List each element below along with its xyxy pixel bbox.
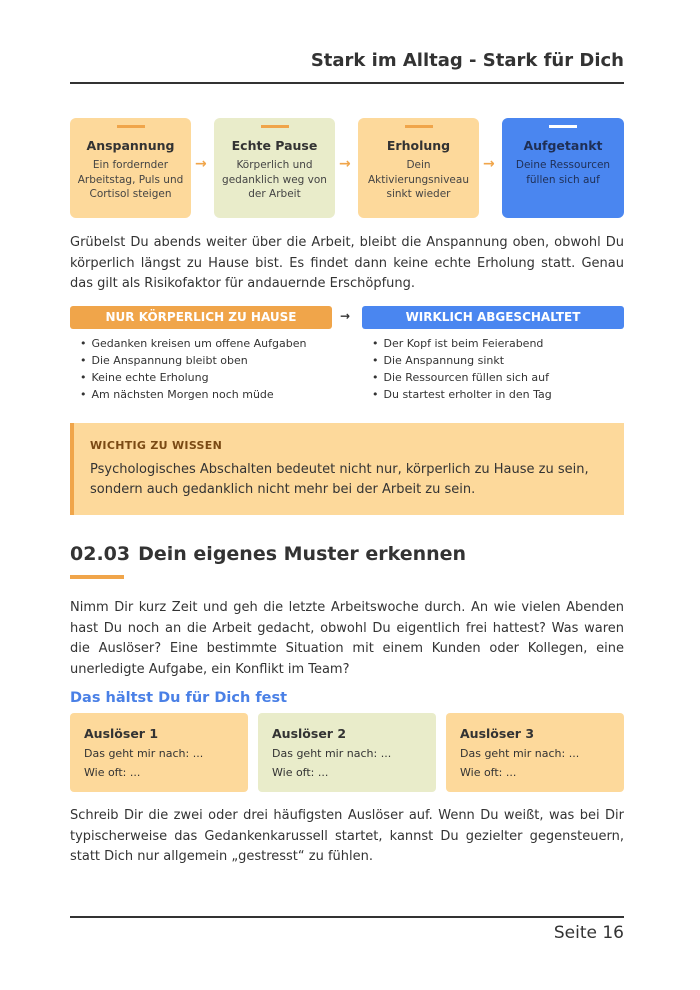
trigger-line: Das geht mir nach: ... xyxy=(272,747,392,760)
comparison-right-label: WIRKLICH ABGESCHALTET xyxy=(362,306,624,329)
list-item: • Die Anspannung bleibt oben xyxy=(80,352,306,369)
section-title: Dein eigenes Muster erkennen xyxy=(138,543,467,565)
list-item: • Gedanken kreisen um offene Aufgaben xyxy=(80,335,306,352)
trigger-card-2 xyxy=(258,713,436,792)
callout-title: WICHTIG ZU WISSEN xyxy=(90,439,223,452)
footer-rule xyxy=(70,916,624,918)
section-number: 02.03 xyxy=(70,543,131,565)
section-underline xyxy=(70,575,124,579)
comparison-left-list xyxy=(80,335,306,403)
flow-arrow: → xyxy=(195,156,207,172)
flow-step-desc: Ein fordernder Arbeitstag, Puls und Cortisol steigen xyxy=(77,159,184,200)
trigger-title: Auslöser 3 xyxy=(460,726,535,741)
header-rule xyxy=(70,82,624,84)
list-item: • Am nächsten Morgen noch müde xyxy=(80,386,306,403)
page-number: Seite 16 xyxy=(553,923,624,943)
process-flow xyxy=(70,118,624,218)
comparison-right-list xyxy=(372,335,552,403)
flow-step-title: Echte Pause xyxy=(231,138,318,153)
flow-step-erholung xyxy=(358,118,479,218)
comparison-left-label: NUR KÖRPERLICH ZU HAUSE xyxy=(70,306,332,329)
intro-paragraph: Grübelst Du abends weiter über die Arbeit, bleibt die Anspannung oben, obwohl Du körperlich längst zu Hause bist. Es findet dann keine echte Erholung statt. Genau das gilt als Risikofaktor für andauernde Erschöpfung. xyxy=(70,235,624,291)
flow-step-echte-pause xyxy=(214,118,335,218)
list-item: • Die Anspannung sinkt xyxy=(372,352,552,369)
callout-body: Psychologisches Abschalten bedeutet nicht nur, körperlich zu Hause zu sein, sondern auch gedanklich nicht mehr bei der Arbeit zu sein. xyxy=(90,462,589,497)
closing-paragraph: Schreib Dir die zwei oder drei häufigsten Auslöser auf. Wenn Du weißt, was bei Dir typischerweise das Gedankenkarussell startet, kannst Du gezielter gegensteuern, statt Dich nur allgemein „gestresst“ zu fühlen. xyxy=(70,808,624,864)
flow-arrow: → xyxy=(483,156,495,172)
comparison-arrow: → xyxy=(340,309,351,323)
flow-step-title: Aufgetankt xyxy=(523,138,603,153)
section-paragraph: Nimm Dir kurz Zeit und geh die letzte Arbeitswoche durch. An wie vielen Abenden hast Du noch an die Arbeit gedacht, obwohl Du eigentlich frei hattest? Was waren die Auslöser? Eine bestimmte Situation mit einem Kunden oder Kollegen, eine unerledigte Aufgabe, ein Konflikt im Team? xyxy=(70,600,624,677)
flow-step-aufgetankt xyxy=(502,118,624,218)
section-heading xyxy=(70,543,466,565)
flow-step-title: Anspannung xyxy=(86,138,175,153)
trigger-line: Wie oft: ... xyxy=(84,766,141,779)
flow-step-anspannung xyxy=(70,118,191,218)
flow-step-desc: Dein Aktivierungsniveau sinkt wieder xyxy=(368,159,469,200)
flow-step-title: Erholung xyxy=(386,138,451,153)
flow-step-desc: Deine Ressourcen füllen sich auf xyxy=(515,159,611,186)
flow-step-marker xyxy=(261,125,289,128)
trigger-title: Auslöser 2 xyxy=(272,726,347,741)
flow-step-marker xyxy=(549,125,577,128)
trigger-line: Das geht mir nach: ... xyxy=(84,747,204,760)
flow-step-marker xyxy=(117,125,145,128)
trigger-line: Wie oft: ... xyxy=(272,766,329,779)
trigger-line: Wie oft: ... xyxy=(460,766,517,779)
list-item: • Du startest erholter in den Tag xyxy=(372,386,552,403)
page-header-title: Stark im Alltag - Stark für Dich xyxy=(310,50,624,71)
trigger-title: Auslöser 1 xyxy=(84,726,159,741)
trigger-line: Das geht mir nach: ... xyxy=(460,747,580,760)
flow-arrow: → xyxy=(339,156,351,172)
list-item: • Der Kopf ist beim Feierabend xyxy=(372,335,552,352)
trigger-card-3 xyxy=(446,713,624,792)
subheading: Das hältst Du für Dich fest xyxy=(70,690,288,706)
info-callout xyxy=(70,423,624,515)
flow-step-desc: Körperlich und gedanklich weg von der Arbeit xyxy=(222,159,327,200)
trigger-card-1 xyxy=(70,713,248,792)
list-item: • Keine echte Erholung xyxy=(80,369,306,386)
flow-step-marker xyxy=(405,125,433,128)
list-item: • Die Ressourcen füllen sich auf xyxy=(372,369,552,386)
